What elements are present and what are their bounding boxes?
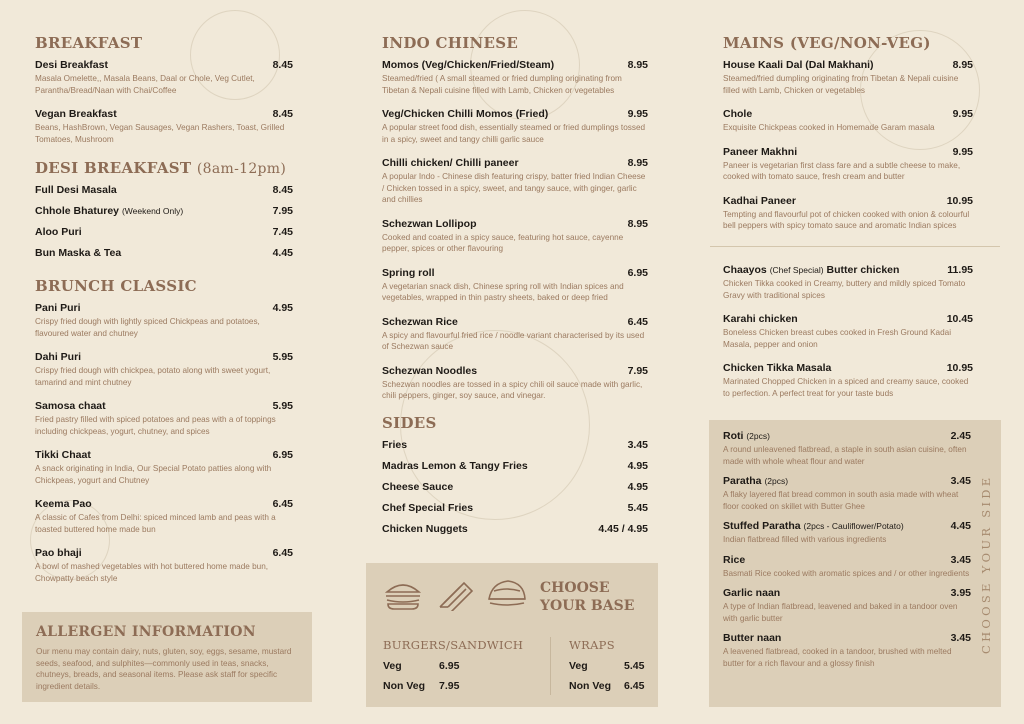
menu-item [382, 108, 648, 145]
item-description: A snack originating in India, Our Special Potato patties along with Chickpeas, yogurt and Chutney [35, 464, 272, 485]
price-row [383, 660, 523, 672]
item-price: 3.95 [950, 587, 971, 599]
divider [550, 637, 551, 695]
menu-item [382, 481, 648, 493]
item-description: Indian flatbread filled with various ingredients [723, 535, 887, 544]
item-price: 5.45 [627, 501, 648, 514]
menu-item [723, 264, 973, 301]
breakfast-list [35, 59, 293, 145]
item-description: Paneer is vegetarian first class fare and a subtle cheese to make, cooked with tomato sauce, fresh cream and butter [723, 160, 961, 181]
wraps-title: WRAPS [569, 638, 615, 652]
item-price: 3.45 [950, 475, 971, 487]
mains-title: MAINS (VEG/NON-VEG) [723, 34, 931, 52]
mains-list [723, 59, 973, 232]
menu-item [382, 157, 648, 206]
menu-item [723, 313, 973, 350]
item-price: 10.95 [946, 362, 973, 374]
item-name: Fries [382, 438, 408, 451]
item-price: 9.95 [952, 108, 973, 120]
item-description: A round unleavened flatbread, a staple in south asian cuisine, often made with whole wheat flour and water [723, 445, 967, 466]
menu-item [382, 267, 648, 304]
item-name: Chilli chicken/ Chilli paneer [382, 157, 519, 169]
column-right [723, 34, 973, 244]
item-name: Schezwan Noodles [382, 364, 478, 377]
sides-title: SIDES [382, 413, 437, 432]
item-description: Steamed/fried dumpling originating from Tibetan & Nepali cuisine filled with Lamb, Chicken or vegetables [723, 74, 959, 95]
item-price: 10.45 [946, 313, 973, 325]
item-name: Desi Breakfast [35, 59, 108, 71]
menu-item [35, 184, 293, 196]
desi-breakfast-list [35, 184, 293, 259]
allergen-title: ALLERGEN INFORMATION [36, 624, 256, 640]
item-name: Chicken Nuggets [382, 522, 468, 535]
menu-item [723, 475, 971, 512]
menu-item [35, 59, 293, 96]
item-description: Cooked and coated in a spicy sauce, featuring hot sauce, cayenne pepper, spices or other flavouring [382, 232, 624, 253]
title-line: YOUR BASE [540, 598, 635, 614]
item-note: (Chef Special) [769, 265, 824, 275]
item-price: 4.45 [272, 247, 293, 259]
item-name: Tikki Chaat [35, 449, 91, 461]
menu-item [382, 59, 648, 96]
item-description: Marinated Chopped Chicken in a spiced and creamy sauce, cooked to perfection. A perfect treat for your taste buds [723, 377, 969, 398]
row-label: Non Veg [383, 680, 426, 692]
sides-list [382, 439, 648, 535]
section-subtitle: (8am-12pm) [196, 161, 287, 177]
price-row [569, 680, 644, 692]
item-price: 6.95 [272, 449, 293, 461]
item-name: Garlic naan [723, 587, 781, 599]
title-line: CHOOSE [540, 580, 610, 596]
item-name: Cheese Sauce [382, 480, 454, 493]
item-name: Chaayos (Chef Special) Butter chicken [723, 264, 900, 276]
column-left [35, 34, 293, 596]
mains-nonveg-list [723, 264, 973, 411]
item-price: 8.95 [627, 217, 648, 230]
item-name: Dahi Puri [35, 351, 82, 363]
row-price: 6.45 [624, 680, 645, 692]
menu-item [35, 247, 293, 259]
item-name: Aloo Puri [35, 226, 82, 238]
row-price: 7.95 [439, 680, 460, 692]
indo-chinese-title: INDO CHINESE [382, 34, 519, 52]
item-description: Exquisite Chickpeas cooked in Homemade Garam masala [723, 123, 935, 132]
item-price: 8.45 [272, 108, 293, 120]
item-description: A leavened flatbread, cooked in a tandoor, brushed with melted butter for a rich flavour and a glossy finish [723, 647, 952, 668]
menu-item [35, 400, 293, 437]
item-description: Basmati Rice cooked with aromatic spices and / or other ingredients [723, 568, 970, 578]
item-name: Chole [723, 108, 753, 120]
item-price: 8.45 [272, 59, 293, 71]
item-price: 4.95 [627, 459, 648, 472]
menu-item [35, 498, 293, 535]
burgers-section [383, 638, 523, 700]
item-price: 7.95 [272, 205, 293, 217]
item-price: 6.45 [272, 498, 293, 510]
choose-base-title [540, 579, 634, 615]
menu-item [382, 316, 648, 353]
menu-item [382, 365, 648, 402]
choose-base-panel [366, 563, 658, 707]
indo-chinese-list [382, 59, 648, 402]
item-name: Spring roll [382, 266, 435, 279]
item-note: (Weekend Only) [121, 206, 184, 216]
item-description: Beans, HashBrown, Vegan Sausages, Vegan Rashers, Toast, Grilled Tomatoes, Mushroom [35, 123, 285, 144]
item-name: Chhole Bhaturey (Weekend Only) [35, 205, 184, 217]
item-description: A vegetarian snack dish, Chinese spring roll with Indian spices and vegetables, wrapped in thin pastry sheets, baked or deep fried [382, 281, 624, 302]
row-label: Veg [569, 660, 588, 672]
burgers-title: BURGERS/SANDWICH [383, 638, 524, 652]
item-price: 3.45 [950, 632, 971, 644]
brunch-title: BRUNCH CLASSIC [35, 277, 197, 295]
menu-item [35, 205, 293, 217]
wraps-section [569, 638, 644, 700]
item-price: 8.95 [627, 59, 648, 71]
item-price: 2.45 [950, 430, 971, 442]
menu-item [723, 195, 973, 232]
item-description: A popular street food dish, essentially steamed or fried dumplings tossed in a spicy, sweet and tangy chilli garlic sauce [382, 123, 646, 144]
item-name: Paneer Makhni [723, 145, 798, 158]
menu-item [723, 430, 971, 467]
item-price: 6.45 [627, 315, 648, 328]
item-price: 9.95 [952, 145, 973, 158]
item-price: 4.45 / 4.95 [598, 522, 648, 535]
menu-item [723, 108, 973, 134]
item-name: Veg/Chicken Chilli Momos (Fried) [382, 108, 549, 120]
desi-breakfast-title [35, 159, 293, 177]
item-price: 7.95 [627, 364, 648, 377]
item-name: Momos (Veg/Chicken/Fried/Steam) [382, 59, 555, 71]
item-price: 7.45 [272, 226, 293, 238]
item-description: Fried pastry filled with spiced potatoes and peas with a of toppings including chickpeas, yogurt, chutney, and spices [35, 415, 276, 436]
item-name: Kadhai Paneer [723, 194, 796, 207]
item-description: A classic of Cafes from Delhi: spiced minced lamb and peas with a toasted buttered home made bun [35, 513, 276, 534]
item-name: Stuffed Paratha (2pcs - Cauliflower/Potato) [723, 520, 904, 532]
allergen-panel [22, 612, 312, 702]
menu-item [382, 523, 648, 535]
item-name: Paratha (2pcs) [723, 475, 789, 487]
item-note: (2pcs) [764, 476, 789, 486]
menu-item [382, 218, 648, 255]
menu-item [723, 362, 973, 399]
menu-item [35, 108, 293, 145]
choose-your-side-label: CHOOSE YOUR SIDE [979, 474, 993, 654]
item-price: 9.95 [627, 108, 648, 120]
item-price: 3.45 [627, 438, 648, 451]
item-price: 8.95 [627, 157, 648, 169]
item-description: Crispy fried dough with lightly spiced Chickpeas and potatoes, flavoured water and chutney [35, 317, 260, 338]
item-description: Steamed/fried ( A small steamed or fried dumpling originating from Tibetan & Nepali cuisine filled with Lamb, Chicken or vegetables [382, 74, 622, 95]
item-note: (2pcs) [746, 431, 770, 441]
wrap-icon [434, 577, 476, 611]
allergen-text: Our menu may contain dairy, nuts, gluten, soy, eggs, sesame, mustard seeds, seafood, and sulphites—commonly used in teas, snacks, chutneys, breads, and seasonal items. Please ask staff for specific ingredient details. [36, 647, 292, 691]
menu-item [35, 547, 293, 584]
row-price: 6.95 [439, 660, 460, 672]
breakfast-title: BREAKFAST [35, 34, 143, 52]
item-name: Pao bhaji [35, 547, 82, 559]
item-name: Keema Pao [35, 498, 92, 510]
item-description: Schezwan noodles are tossed in a spicy chili oil sauce made with garlic, chili peppers, ginger, soy sauce, and vinegar. [382, 379, 643, 400]
menu-item [723, 146, 973, 183]
menu-item [35, 449, 293, 486]
base-icons [382, 577, 528, 611]
item-description: Chicken Tikka cooked in Creamy, buttery and mildly spiced Tomato Gravy with traditional spices [723, 279, 966, 300]
price-row [383, 680, 523, 692]
item-name: Karahi chicken [723, 313, 798, 325]
item-price: 3.45 [950, 553, 971, 566]
brunch-list [35, 302, 293, 584]
item-description: A bowl of mashed vegetables with hot buttered home made bun, Chowpatty beach style [35, 562, 269, 583]
item-price: 6.45 [272, 547, 293, 559]
burger-icon [382, 577, 424, 611]
item-description: Boneless Chicken breast cubes cooked in Fresh Ground Kadai Masala, pepper and onion [723, 328, 952, 349]
item-name: Chef Special Fries [382, 501, 474, 514]
item-name: Vegan Breakfast [35, 108, 117, 120]
column-middle [382, 34, 648, 544]
menu-item [382, 460, 648, 472]
item-description: A spicy and flavourful fried rice / noodle variant characterised by its used of Schezwan sauce [382, 330, 645, 351]
item-price: 6.95 [627, 266, 648, 279]
price-row [569, 660, 644, 672]
section-divider [710, 246, 1000, 247]
row-price: 5.45 [624, 660, 645, 672]
menu-item [35, 351, 293, 388]
section-title-text: DESI BREAKFAST [35, 159, 192, 177]
item-price: 4.45 [950, 520, 971, 532]
item-price: 5.95 [272, 351, 293, 363]
item-name: Chicken Tikka Masala [723, 362, 832, 374]
item-description: A popular Indo - Chinese dish featuring crispy, batter fried Indian Cheese / Chicken tossed in a spicy, sweet, and tangy sauce, with ginger, garlic and chillies [382, 172, 646, 204]
item-name: House Kaali Dal (Dal Makhani) [723, 59, 874, 71]
item-name: Madras Lemon & Tangy Fries [382, 459, 528, 472]
item-name: Pani Puri [35, 302, 81, 314]
menu-item [723, 554, 971, 580]
item-description: Masala Omelette,, Masala Beans, Daal or Chole, Veg Cutlet, Parantha/Bread/Naan with Chai/Coffee [35, 74, 255, 95]
item-name: Samosa chaat [35, 400, 106, 412]
item-description: A flaky layered flat bread common in south asia made with wheat floor cooked on skillet with Butter Ghee [723, 490, 959, 511]
item-name: Schezwan Lollipop [382, 217, 477, 230]
row-label: Veg [383, 660, 402, 672]
menu-item [723, 520, 971, 546]
menu-item [723, 632, 971, 669]
item-description: Tempting and flavourful pot of chicken cooked with onion & colourful bell peppers with spicy tomato sauce and aromatic Indian spices [723, 209, 970, 230]
item-description: Crispy fried dough with chickpea, potato along with sweet yogurt, tamarind and mint chutney [35, 366, 271, 387]
item-price: 11.95 [947, 264, 973, 276]
menu-item [382, 439, 648, 451]
item-note: (2pcs - Cauliflower/Potato) [803, 521, 904, 531]
item-name: Schezwan Rice [382, 315, 458, 328]
sandwich-icon [486, 577, 528, 611]
choose-your-side-panel [709, 420, 1001, 707]
menu-item [723, 59, 973, 96]
item-name: Rice [723, 553, 746, 566]
item-name: Roti (2pcs) [723, 430, 770, 442]
item-name: Bun Maska & Tea [35, 247, 122, 259]
item-price: 10.95 [946, 194, 973, 207]
item-price: 5.95 [272, 400, 293, 412]
item-name: Butter naan [723, 632, 782, 644]
item-price: 8.95 [952, 59, 973, 71]
item-description: A type of Indian flatbread, leavened and baked in a tandoor oven with garlic butter [723, 602, 958, 623]
item-price: 8.45 [272, 184, 293, 196]
row-label: Non Veg [569, 680, 612, 692]
menu-item [35, 302, 293, 339]
menu-item [382, 502, 648, 514]
item-price: 4.95 [272, 302, 293, 314]
item-name: Full Desi Masala [35, 184, 117, 196]
menu-item [35, 226, 293, 238]
item-price: 4.95 [627, 480, 648, 493]
menu-item [723, 587, 971, 624]
